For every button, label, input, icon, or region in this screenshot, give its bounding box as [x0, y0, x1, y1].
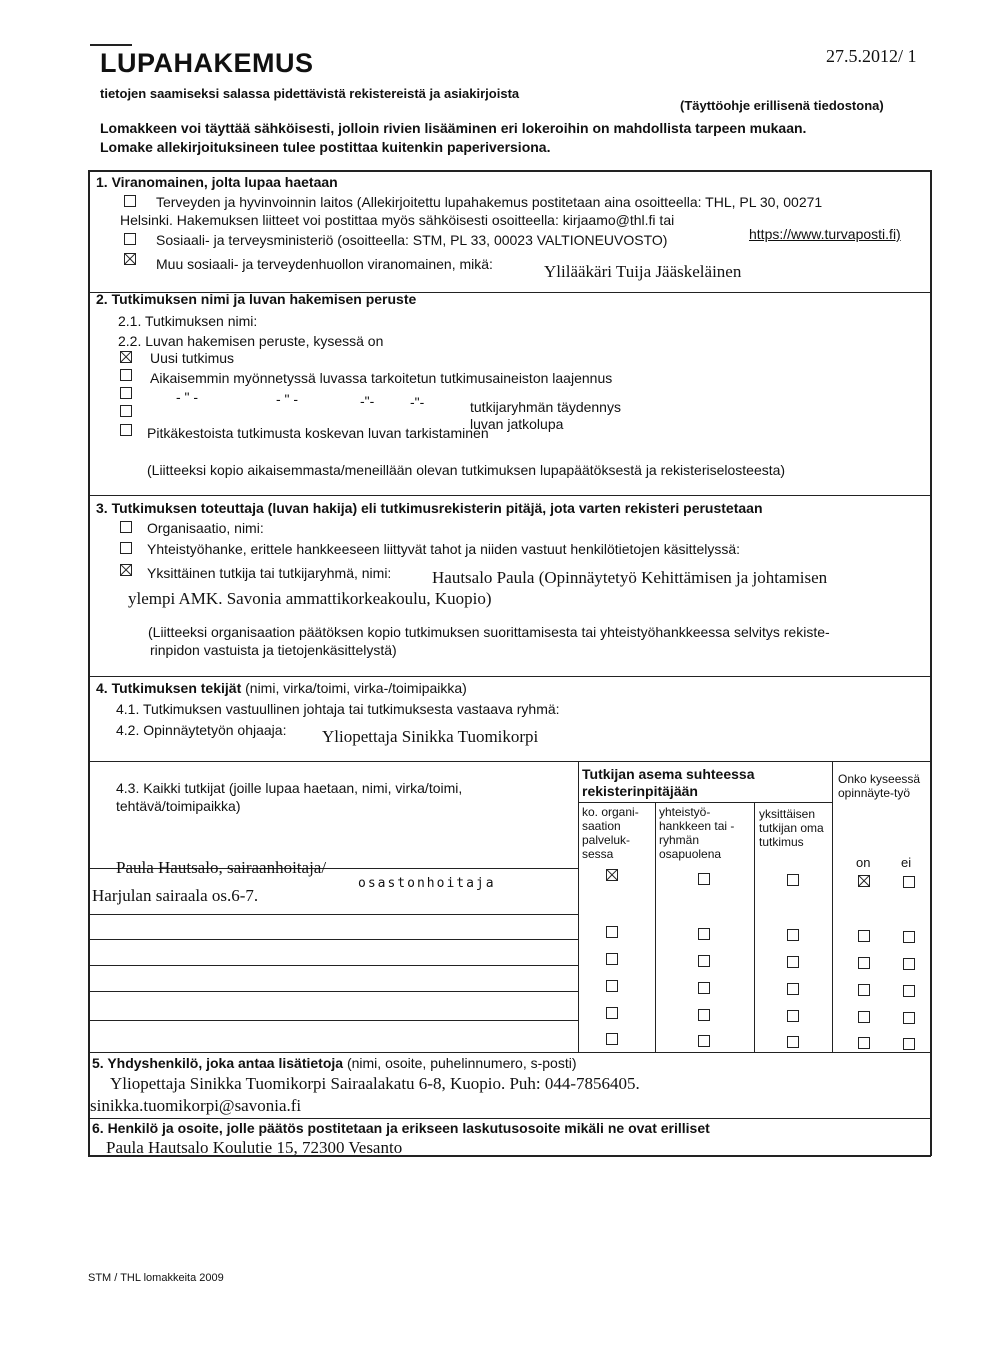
r1-thesis-on-checkbox[interactable] [858, 875, 870, 887]
ditto-3: -"- [360, 393, 375, 409]
section5-top-border [88, 1052, 931, 1053]
section6-heading: 6. Henkilö ja osoite, jolle päätös postitetaan ja erikseen laskutusosoite mikäli ne ovat erilliset [92, 1120, 710, 1136]
individual-researcher-value-2: ylempi AMK. Savonia ammattikorkeakoulu, Kuopio) [128, 589, 492, 608]
form-title: LUPAHAKEMUS [100, 48, 314, 78]
frame-right [930, 170, 932, 1156]
r1-cooperation-checkbox[interactable] [698, 873, 710, 885]
r1-organisation-checkbox[interactable] [606, 869, 618, 881]
r4-individual-checkbox[interactable] [787, 983, 799, 995]
ditto-4: -"- [410, 394, 425, 410]
continuation-option: luvan jatkolupa [470, 416, 564, 432]
table-vline-3 [754, 802, 755, 1053]
r2-individual-checkbox[interactable] [787, 929, 799, 941]
table-subheader-line [578, 802, 832, 803]
col-cooperation-header: yhteistyö-hankkeen tai -ryhmän osapuolena [659, 805, 735, 861]
ditto-2: - " - [276, 391, 299, 407]
q41-label: 4.1. Tutkimuksen vastuullinen johtaja tai tutkimuksesta vastaava ryhmä: [116, 701, 560, 717]
other-authority-value: Ylilääkäri Tuija Jääskeläinen [544, 262, 742, 281]
section2-heading: 2. Tutkimuksen nimi ja luvan hakemisen peruste [96, 291, 417, 307]
r6-cooperation-checkbox[interactable] [698, 1035, 710, 1047]
r5-organisation-checkbox[interactable] [606, 1007, 618, 1019]
thl-option-line1: Terveyden ja hyvinvoinnin laitos (Allekirjoitettu lupahakemus postitetaan aina osoitteella: THL, PL 30, 00271 [156, 194, 823, 210]
q42-value: Yliopettaja Sinikka Tuomikorpi [322, 727, 539, 746]
long-term-option: Pitkäkestoista tutkimusta koskevan luvan tarkistaminen [147, 425, 489, 441]
section5-heading-row [92, 1055, 577, 1071]
individual-researcher-option: Yksittäinen tutkija tai tutkijaryhmä, nimi: [147, 565, 392, 581]
r3-organisation-checkbox[interactable] [606, 953, 618, 965]
contact-person-value-2: sinikka.tuomikorpi@savonia.fi [90, 1096, 302, 1115]
continuation-checkbox[interactable] [120, 405, 132, 417]
r6-thesis-on-checkbox[interactable] [858, 1037, 870, 1049]
researcher-row-line-2 [88, 914, 578, 915]
r4-thesis-ei-checkbox[interactable] [903, 985, 915, 997]
r5-thesis-ei-checkbox[interactable] [903, 1012, 915, 1024]
stm-checkbox[interactable] [124, 233, 136, 245]
r4-thesis-on-checkbox[interactable] [858, 984, 870, 996]
col-thesis-header: Onko kyseessä opinnäyte-työ [838, 772, 921, 800]
researcher-row-line-3 [88, 939, 578, 940]
researcher-row-line-5 [88, 991, 578, 992]
q42-label: 4.2. Opinnäytetyön ohjaaja: [116, 722, 287, 738]
r3-individual-checkbox[interactable] [787, 956, 799, 968]
stm-option: Sosiaali- ja terveysministeriö (osoitteella: STM, PL 33, 00023 VALTIONEUVOSTO) [156, 232, 668, 248]
researcher-1-workplace: Harjulan sairaala os.6-7. [92, 886, 259, 905]
r1-individual-checkbox[interactable] [787, 874, 799, 886]
other-authority-checkbox[interactable] [124, 253, 136, 265]
section3-note-line2: rinpidon vastuista ja tietojenkäsittelystä) [150, 642, 397, 658]
extension-option: Aikaisemmin myönnetyssä luvassa tarkoitetun tutkimusaineiston laajennus [150, 370, 613, 386]
other-authority-option: Muu sosiaali- ja terveydenhuollon viranomainen, mikä: [156, 256, 493, 272]
col-on-header: on [856, 855, 871, 870]
r1-thesis-ei-checkbox[interactable] [903, 876, 915, 888]
r5-thesis-on-checkbox[interactable] [858, 1011, 870, 1023]
frame-left [88, 170, 90, 1156]
organisation-checkbox[interactable] [120, 521, 132, 533]
long-term-checkbox[interactable] [120, 424, 132, 436]
researcher-1-name: Paula Hautsalo, sairaanhoitaja/ [116, 858, 327, 877]
r3-thesis-ei-checkbox[interactable] [903, 958, 915, 970]
r3-cooperation-checkbox[interactable] [698, 955, 710, 967]
q43-line2: tehtävä/toimipaikka) [116, 798, 241, 814]
section1-top-border [88, 170, 931, 172]
intro-line-2: Lomake allekirjoituksineen tulee postittaa kuitenkin paperiversiona. [100, 139, 551, 155]
table-vline-1 [578, 761, 579, 1053]
section4-top-border [88, 676, 931, 677]
organisation-option: Organisaatio, nimi: [147, 520, 264, 536]
col-individual-header: yksittäisen tutkijan oma tutkimus [759, 807, 824, 849]
new-study-checkbox[interactable] [120, 351, 132, 363]
table-vline-2 [655, 802, 656, 1053]
new-study-option: Uusi tutkimus [150, 350, 235, 366]
section1-heading: 1. Viranomainen, jolta lupaa haetaan [96, 174, 338, 190]
researcher-row-line-6 [88, 1020, 578, 1021]
footer-text: STM / THL lomakkeita 2009 [88, 1272, 224, 1284]
r4-organisation-checkbox[interactable] [606, 980, 618, 992]
cooperation-checkbox[interactable] [120, 542, 132, 554]
individual-researcher-value-1: Hautsalo Paula (Opinnäytetyö Kehittämisen ja johtamisen [432, 568, 828, 587]
team-addition-checkbox[interactable] [120, 387, 132, 399]
form-date: 27.5.2012/ 1 [826, 46, 917, 66]
extension-checkbox[interactable] [120, 369, 132, 381]
contact-person-value-1: Yliopettaja Sinikka Tuomikorpi Sairaalakatu 6-8, Kuopio. Puh: 044-7856405. [110, 1074, 640, 1093]
r4-cooperation-checkbox[interactable] [698, 982, 710, 994]
ditto-1: - " - [176, 389, 199, 405]
r2-organisation-checkbox[interactable] [606, 926, 618, 938]
section6-top-border [88, 1118, 931, 1119]
thl-option-line2: Helsinki. Hakemuksen liitteet voi postittaa myös sähköisesti osoitteella: kirjaamo@thl.fi tai [120, 212, 675, 228]
researcher-1-title: osastonhoitaja [358, 876, 496, 891]
researcher-row-line-4 [88, 965, 578, 966]
r5-individual-checkbox[interactable] [787, 1010, 799, 1022]
intro-line-1: Lomakkeen voi täyttää sähköisesti, jolloin rivien lisääminen eri lokeroihin on mahdollista tarpeen mukaan. [100, 120, 807, 136]
section2-note: (Liitteeksi kopio aikaisemmasta/meneillään olevan tutkimuksen lupapäätöksestä ja rekisteriselosteesta) [147, 462, 786, 478]
r6-thesis-ei-checkbox[interactable] [903, 1038, 915, 1050]
section4-heading-rest: (nimi, virka/toimi, virka-/toimipaikka) [245, 680, 467, 696]
q22-label: 2.2. Luvan hakemisen peruste, kysessä on [118, 333, 384, 349]
section5-heading-rest: (nimi, osoite, puhelinnumero, s-posti) [346, 1055, 577, 1071]
section3-note-line1: (Liitteeksi organisaation päätöksen kopio tutkimuksen suorittamisesta tai yhteistyöhankkeessa selvitys rekiste- [148, 624, 830, 640]
q43-line1: 4.3. Kaikki tutkijat (joille lupaa haetaan, nimi, virka/toimi, [116, 780, 463, 796]
form-subtitle: tietojen saamiseksi salassa pidettävistä rekistereistä ja asiakirjoista [100, 86, 520, 101]
thl-checkbox[interactable] [124, 195, 136, 207]
r6-individual-checkbox[interactable] [787, 1036, 799, 1048]
section3-heading: 3. Tutkimuksen toteuttaja (luvan hakija) eli tutkimusrekisterin pitäjä, jota varten rekisteri perustetaan [96, 500, 763, 516]
r2-cooperation-checkbox[interactable] [698, 928, 710, 940]
r3-thesis-on-checkbox[interactable] [858, 957, 870, 969]
decision-recipient-value: Paula Hautsalo Koulutie 15, 72300 Vesanto [106, 1138, 403, 1157]
q21-label: 2.1. Tutkimuksen nimi: [118, 313, 258, 329]
section4-heading-row [96, 680, 467, 696]
instructions-note: (Täyttöohje erillisenä tiedostona) [680, 98, 884, 113]
col-ei-header: ei [901, 855, 912, 870]
cooperation-option: Yhteistyöhanke, erittele hankkeeseen liittyvät tahot ja niiden vastuut henkilötietojen käsittelyssä: [147, 541, 741, 557]
title-mark [90, 44, 132, 46]
section3-top-border [88, 495, 931, 496]
individual-researcher-checkbox[interactable] [120, 564, 132, 576]
col-organisation-header: ko. organi-saation palveluk-sessa [582, 805, 639, 861]
r5-cooperation-checkbox[interactable] [698, 1009, 710, 1021]
table-top-border [88, 761, 931, 762]
team-addition-option: tutkijaryhmän täydennys [470, 399, 621, 415]
r2-thesis-ei-checkbox[interactable] [903, 931, 915, 943]
section4-heading: 4. Tutkimuksen tekijät [96, 680, 242, 696]
table-vline-4 [832, 761, 833, 1053]
section5-heading: 5. Yhdyshenkilö, joka antaa lisätietoja [92, 1055, 344, 1071]
r2-thesis-on-checkbox[interactable] [858, 930, 870, 942]
table-header-main: Tutkijan asema suhteessa rekisterinpitäjään [582, 766, 755, 799]
r6-organisation-checkbox[interactable] [606, 1033, 618, 1045]
turvaposti-link[interactable]: https://www.turvaposti.fi) [749, 226, 901, 242]
